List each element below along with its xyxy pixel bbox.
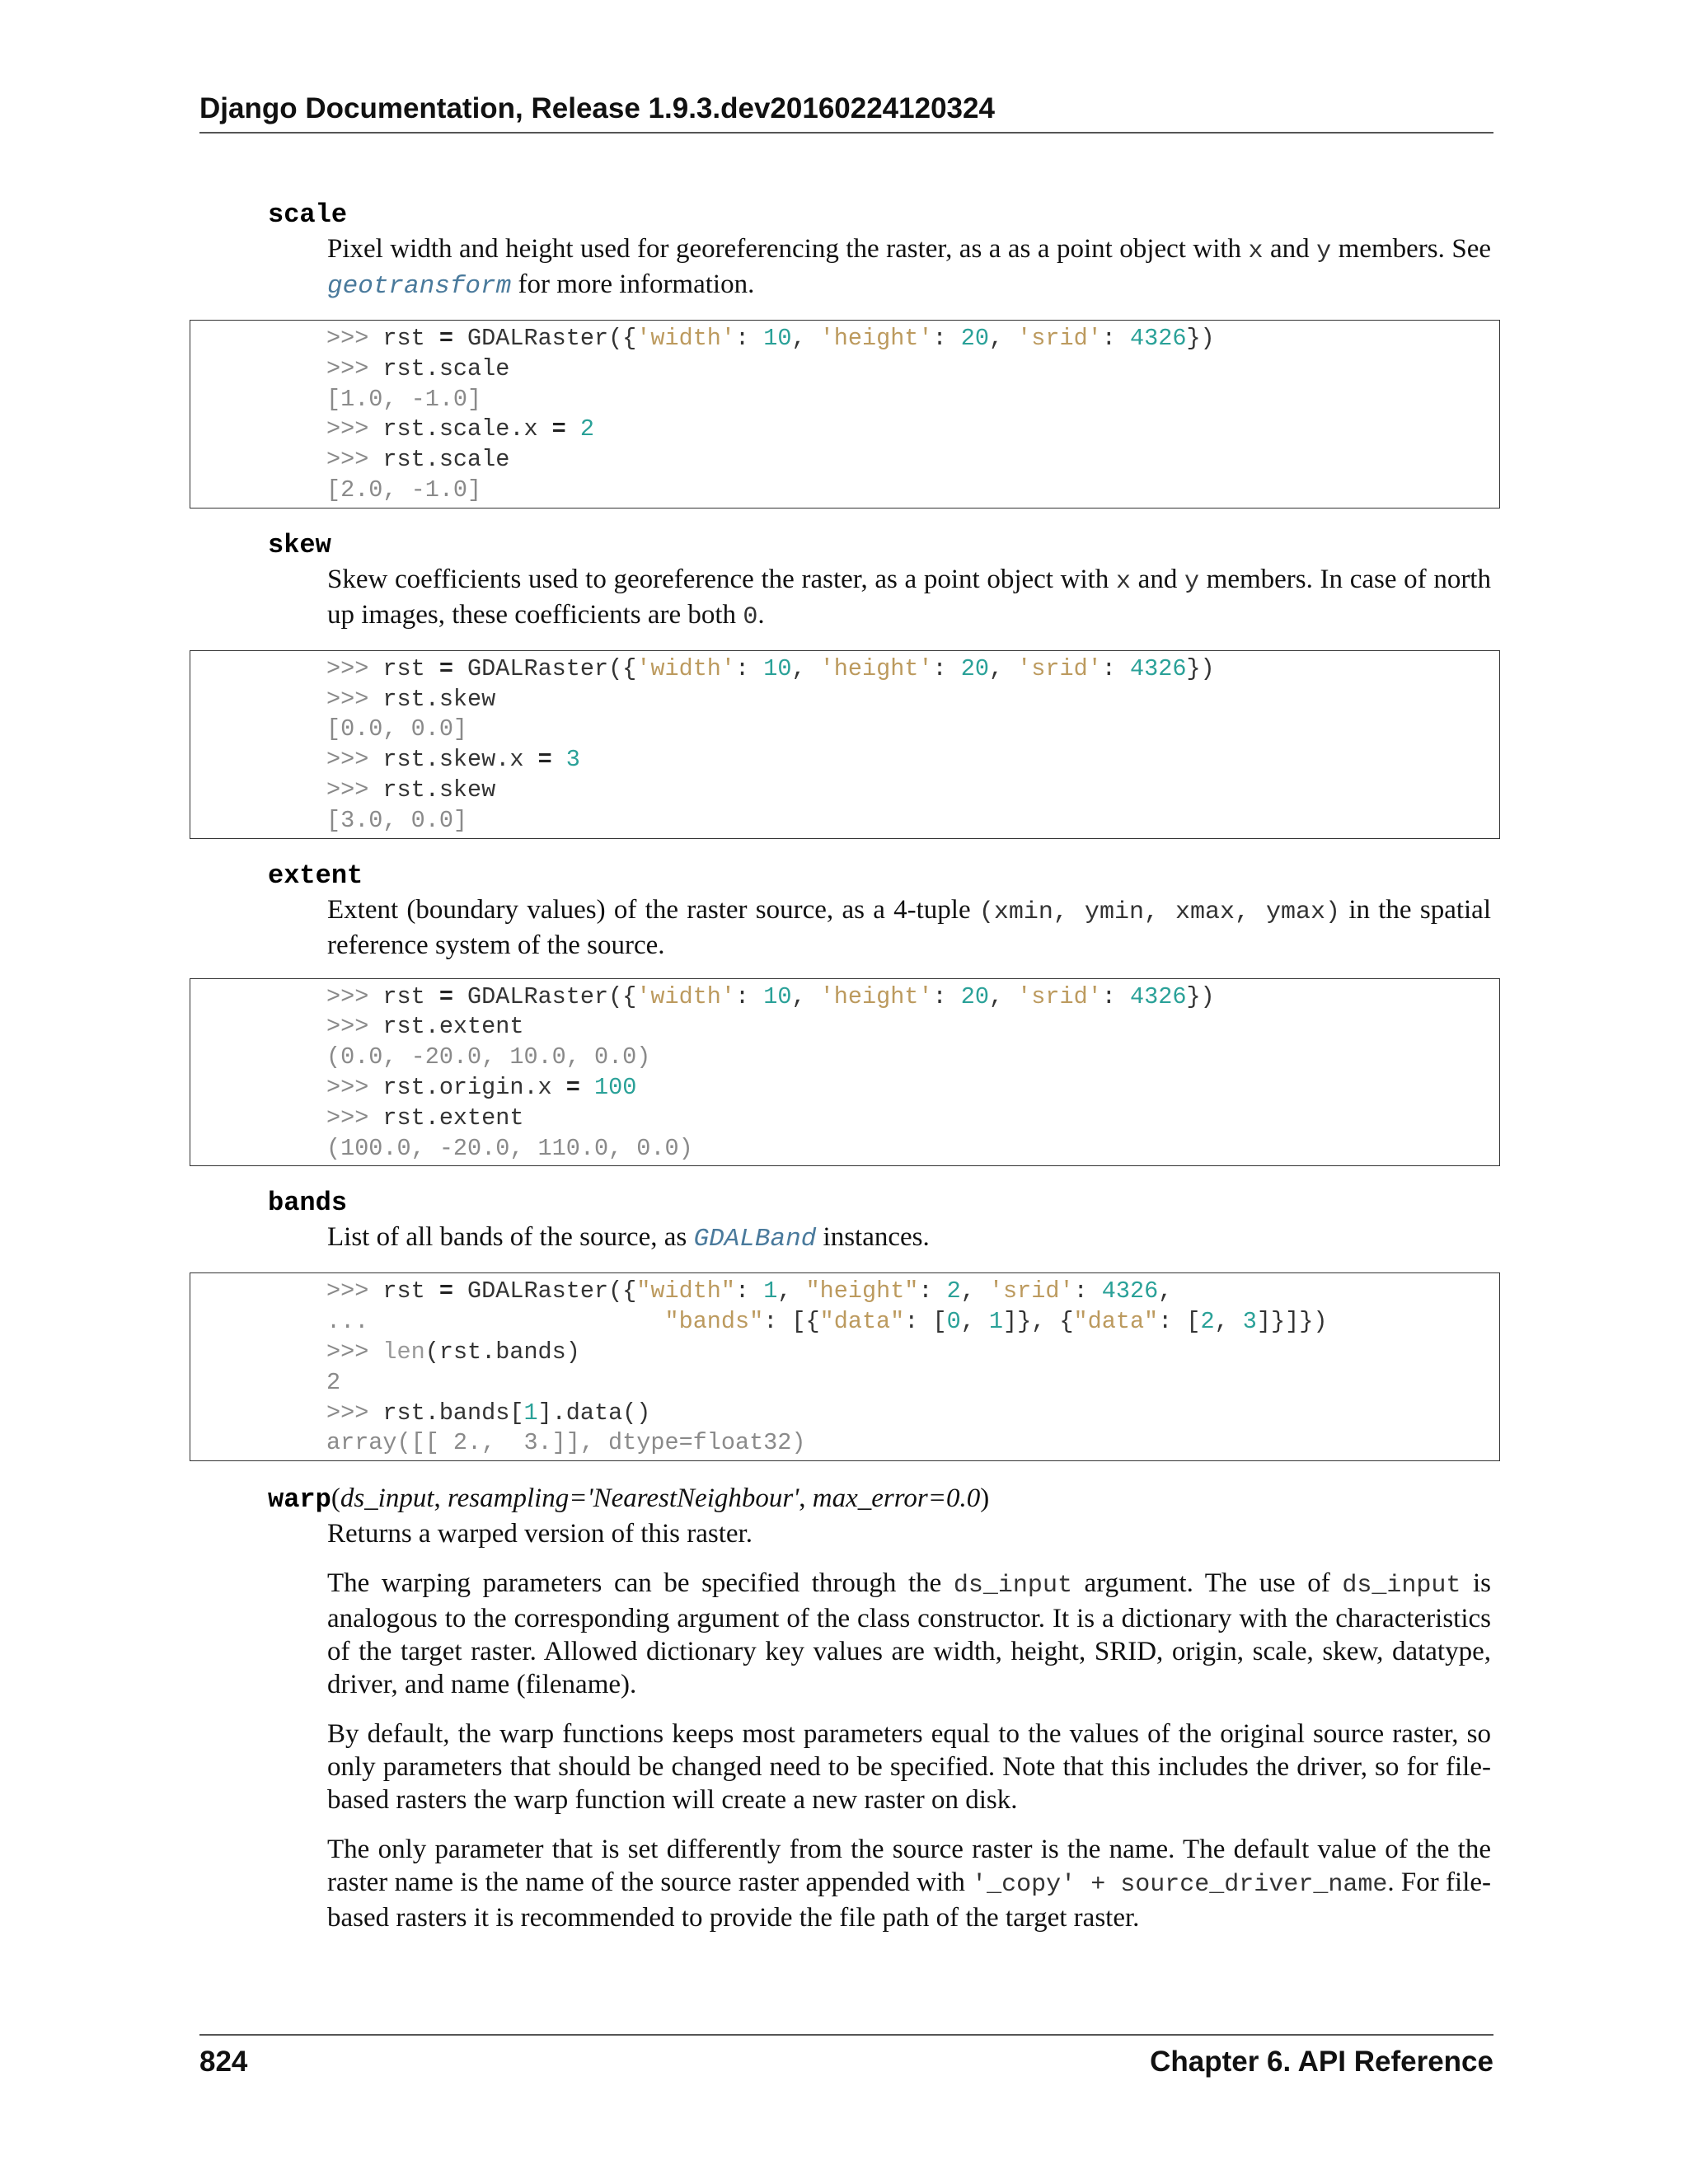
attribute-name: skew	[268, 529, 331, 560]
paragraph: The warping parameters can be specified through the ds_input argument. The use of ds_input is analogous to the corresponding argument of the class constructor. It is a dictionary with the characteristics of the target raster. Allowed dictionary key values are width, height, SRID, origin, scale, skew, datatype, driver, and name (filename).	[327, 1568, 1491, 1700]
code-block: >>> rst = GDALRaster({'width': 10, 'height': 20, 'srid': 4326}) >>> rst.skew [0.0, 0.0] >>> rst.skew.x = 3 >>> rst.skew [3.0, 0.0]	[190, 650, 1500, 839]
method-name: warp	[268, 1484, 331, 1516]
page-header	[199, 89, 1493, 134]
attribute-skew	[190, 528, 1508, 839]
attribute-description: Pixel width and height used for georeferencing the raster, as a as a point object with x and y members. See geotransform for more information.	[327, 234, 1491, 301]
code-block: >>> rst = GDALRaster({"width": 1, "height": 2, 'srid': 4326, ... "bands": [{"data": [0, 1]}, {"data": [2, 3]}]}) >>> len(rst.bands) 2 >>> rst.bands[1].data() array([[ 2., 3.]], dtype=float32)	[190, 1272, 1500, 1461]
code-block: >>> rst = GDALRaster({'width': 10, 'height': 20, 'srid': 4326}) >>> rst.extent (0.0, -20.0, 10.0, 0.0) >>> rst.origin.x = 100 >>> rst.extent (100.0, -20.0, 110.0, 0.0)	[190, 978, 1500, 1167]
paragraph: By default, the warp functions keeps most parameters equal to the values of the original source raster, so only parameters that should be changed need to be specified. Note that this includes the driver, so for file-based rasters the warp function will create a new raster on disk.	[327, 1719, 1491, 1816]
attribute-name: bands	[268, 1188, 348, 1219]
document-title: Django Documentation, Release 1.9.3.dev20160224120324	[199, 92, 995, 124]
attribute-name: scale	[268, 199, 348, 230]
attribute-extent	[190, 859, 1508, 1167]
attribute-bands	[190, 1186, 1508, 1461]
chapter-title: Chapter 6. API Reference	[1150, 2046, 1493, 2078]
attribute-description: Extent (boundary values) of the raster source, as a 4-tuple (xmin, ymin, xmax, ymax) in the spatial reference system of the source.	[327, 894, 1491, 960]
page-number: 824	[199, 2046, 248, 2078]
paragraph: The only parameter that is set differently from the source raster is the name. The default value of the the raster name is the name of the source raster appended with '_copy' + source_driver_name. For file-based rasters it is recommended to provide the file path of the target raster.	[327, 1835, 1491, 1933]
page-footer	[199, 2034, 1493, 2082]
paragraph: Returns a warped version of this raster.	[327, 1519, 753, 1549]
attribute-description: List of all bands of the source, as GDALBand instances.	[327, 1222, 930, 1254]
geotransform-link[interactable]: geotransform	[327, 272, 512, 301]
attribute-name: extent	[268, 860, 363, 891]
gdalband-link[interactable]: GDALBand	[693, 1225, 817, 1254]
method-description	[327, 1517, 1491, 1934]
attribute-description: Skew coefficients used to georeference the raster, as a point object with x and y members. In case of north up images, these coefficients are both 0.	[327, 564, 1491, 631]
main-content	[190, 198, 1508, 1951]
method-signature: warp(ds_input, resampling='NearestNeighbour', max_error=0.0)	[268, 1483, 990, 1516]
attribute-scale	[190, 198, 1508, 509]
code-block: >>> rst = GDALRaster({'width': 10, 'height': 20, 'srid': 4326}) >>> rst.scale [1.0, -1.0] >>> rst.scale.x = 2 >>> rst.scale [2.0, -1.0]	[190, 320, 1500, 509]
method-warp	[190, 1481, 1508, 1934]
